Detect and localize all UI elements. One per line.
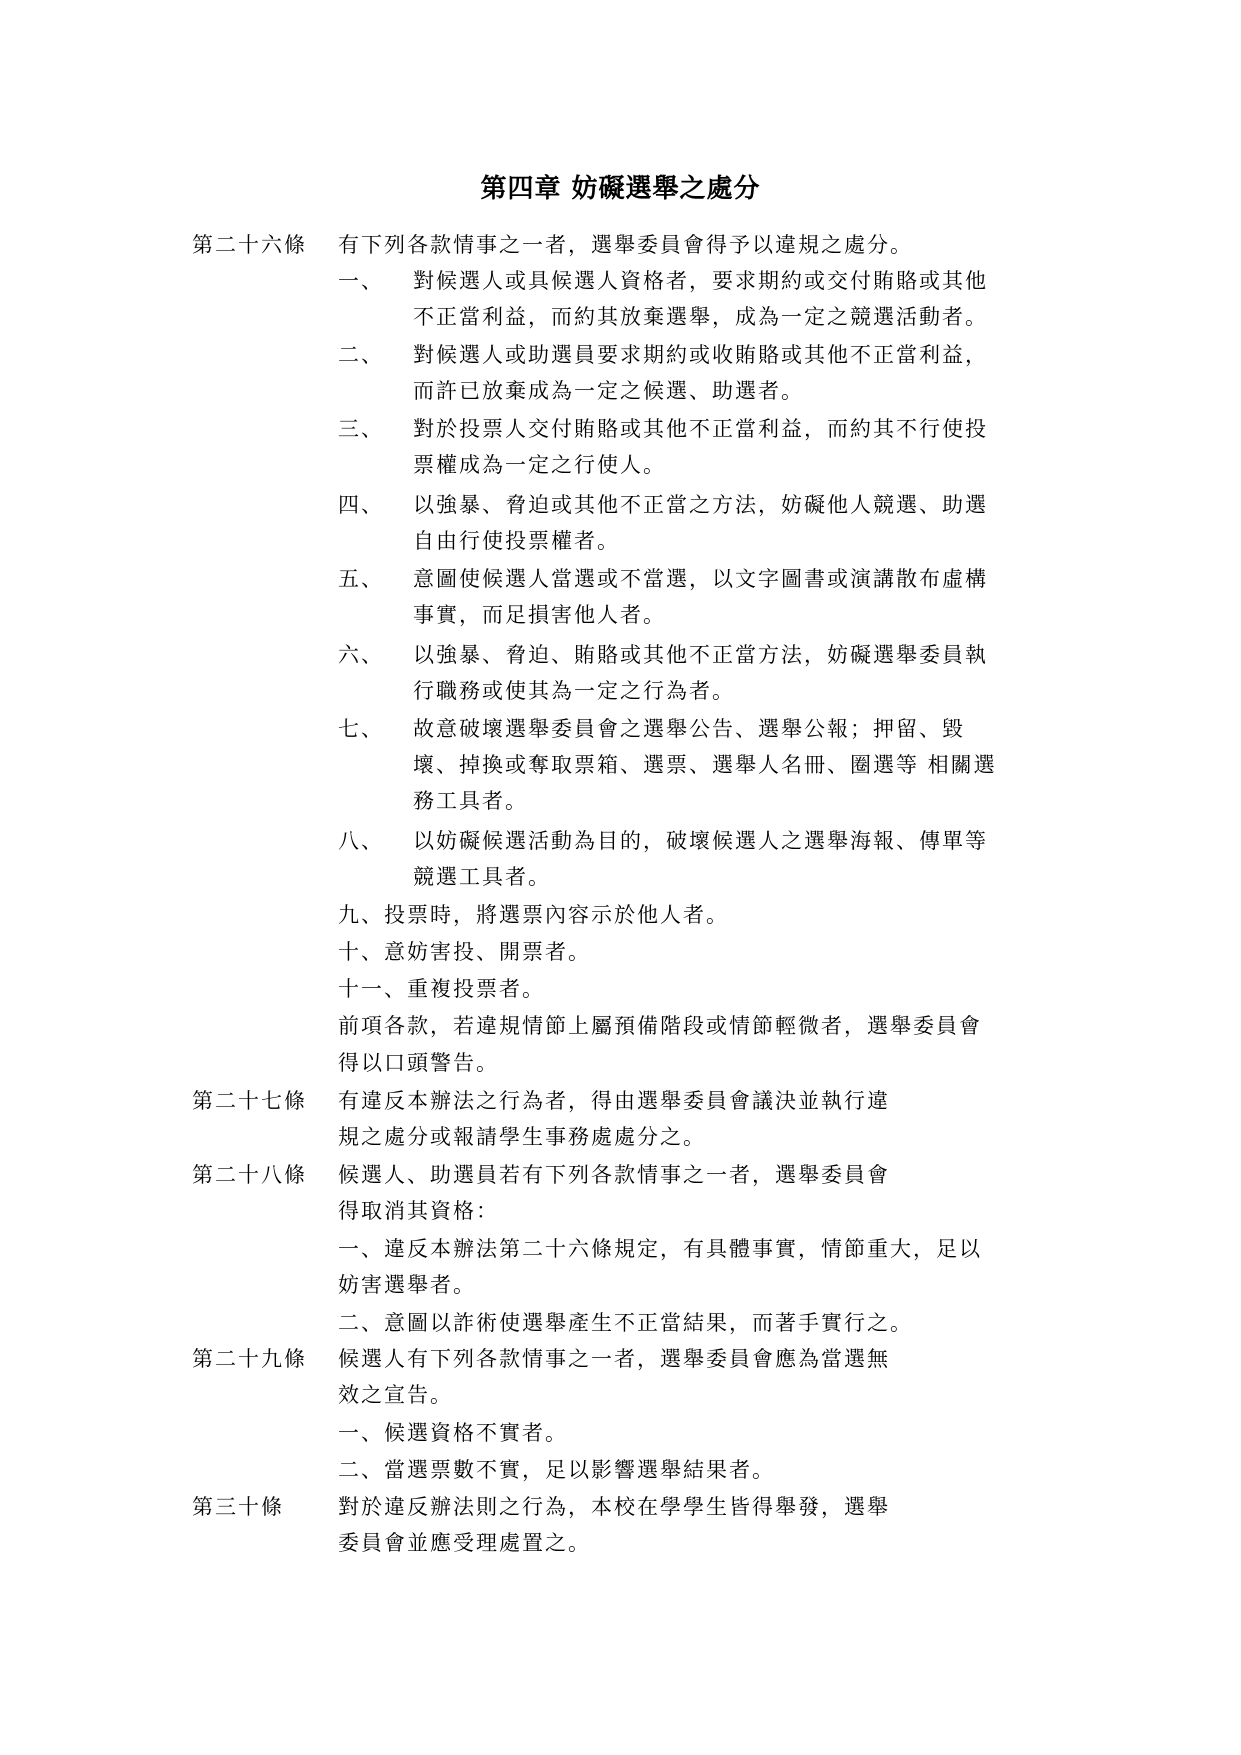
item-7-number: 七、 xyxy=(338,717,384,741)
item-4-line-1: 以強暴、脅迫或其他不正當之方法，妨礙他人競選、助選 xyxy=(413,493,988,517)
item-7-line-2: 壞、掉換或奪取票箱、選票、選舉人名冊、圈選等 相關選 xyxy=(413,753,997,777)
article-30-line-1: 對於違反辦法則之行為，本校在學學生皆得舉發，選舉 xyxy=(338,1495,890,1519)
article-27-label: 第二十七條 xyxy=(192,1089,307,1113)
item-3-line-2: 票權成為一定之行使人。 xyxy=(413,453,666,477)
article-28-item-1-line-2: 妨害選舉者。 xyxy=(338,1273,476,1297)
item-4-number: 四、 xyxy=(338,493,384,517)
item-5-number: 五、 xyxy=(338,567,384,591)
item-6-number: 六、 xyxy=(338,643,384,667)
item-5-line-1: 意圖使候選人當選或不當選，以文字圖書或演講散布虛構 xyxy=(413,567,988,591)
article-28-item-1-line-1: 一、違反本辦法第二十六條規定，有具體事實，情節重大，足以 xyxy=(338,1237,982,1261)
article-29-item-2: 二、當選票數不實，足以影響選舉結果者。 xyxy=(338,1458,775,1482)
article-26-label: 第二十六條 xyxy=(192,233,307,257)
article-30-line-2: 委員會並應受理處置之。 xyxy=(338,1531,591,1555)
article-28-line-2: 得取消其資格： xyxy=(338,1199,499,1223)
item-3-number: 三、 xyxy=(338,417,384,441)
article-29-label: 第二十九條 xyxy=(192,1347,307,1371)
item-11: 十一、重複投票者。 xyxy=(338,977,545,1001)
article-29-item-1: 一、候選資格不實者。 xyxy=(338,1421,568,1445)
article-27-line-2: 規之處分或報請學生事務處處分之。 xyxy=(338,1125,706,1149)
article-26-note-line-2: 得以口頭警告。 xyxy=(338,1051,499,1075)
item-9: 九、投票時，將選票內容示於他人者。 xyxy=(338,903,729,927)
item-2-number: 二、 xyxy=(338,343,384,367)
item-8-line-2: 競選工具者。 xyxy=(413,865,551,889)
article-28-label: 第二十八條 xyxy=(192,1163,307,1187)
item-5-line-2: 事實，而足損害他人者。 xyxy=(413,603,666,627)
article-26-note-line-1: 前項各款，若違規情節上屬預備階段或情節輕微者，選舉委員會 xyxy=(338,1014,982,1038)
item-6-line-1: 以強暴、脅迫、賄賂或其他不正當方法，妨礙選舉委員執 xyxy=(413,643,988,667)
article-28-item-2: 二、意圖以詐術使選舉產生不正當結果，而著手實行之。 xyxy=(338,1311,913,1335)
item-2-line-2: 而許已放棄成為一定之候選、助選者。 xyxy=(413,379,804,403)
item-8-line-1: 以妨礙候選活動為目的，破壞候選人之選舉海報、傳單等 xyxy=(413,829,988,853)
item-1-line-2: 不正當利益，而約其放棄選舉，成為一定之競選活動者。 xyxy=(413,305,988,329)
article-28-line-1: 候選人、助選員若有下列各款情事之一者，選舉委員會 xyxy=(338,1163,890,1187)
item-8-number: 八、 xyxy=(338,829,384,853)
chapter-title: 第四章 妨礙選舉之處分 xyxy=(480,174,761,204)
item-1-number: 一、 xyxy=(338,269,384,293)
item-7-line-3: 務工具者。 xyxy=(413,789,528,813)
item-6-line-2: 行職務或使其為一定之行為者。 xyxy=(413,679,735,703)
article-30-label: 第三十條 xyxy=(192,1495,284,1519)
item-1-line-1: 對候選人或具候選人資格者，要求期約或交付賄賂或其他 xyxy=(413,269,988,293)
item-10: 十、意妨害投、開票者。 xyxy=(338,940,591,964)
item-7-line-1: 故意破壞選舉委員會之選舉公告、選舉公報；押留、毀 xyxy=(413,717,965,741)
item-4-line-2: 自由行使投票權者。 xyxy=(413,529,620,553)
item-3-line-1: 對於投票人交付賄賂或其他不正當利益，而約其不行使投 xyxy=(413,417,988,441)
item-2-line-1: 對候選人或助選員要求期約或收賄賂或其他不正當利益， xyxy=(413,343,988,367)
article-29-line-1: 候選人有下列各款情事之一者，選舉委員會應為當選無 xyxy=(338,1347,890,1371)
article-29-line-2: 效之宣告。 xyxy=(338,1383,453,1407)
article-26-intro: 有下列各款情事之一者，選舉委員會得予以違規之處分。 xyxy=(338,233,913,257)
article-27-line-1: 有違反本辦法之行為者，得由選舉委員會議決並執行違 xyxy=(338,1089,890,1113)
